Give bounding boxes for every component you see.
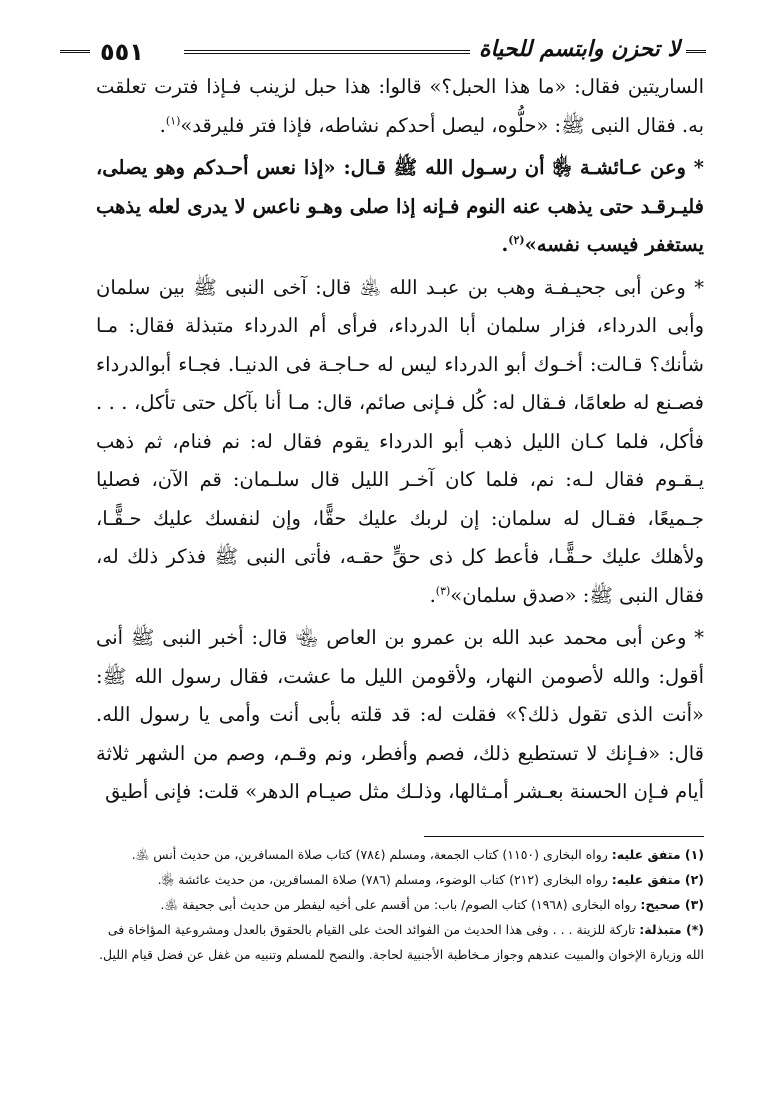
paragraph-1: الساريتين فقال: «ما هذا الحبل؟» قالوا: هذا حبل لزينب فـإذا فترت تعلقت به. فقال النبى ﷺ: «حلُّوه، ليصل أحدكم نشاطه، فإذا فتر فليرقد»$^{(١)}$. — [96, 75, 704, 137]
paragraph-4 — [96, 619, 704, 812]
footnote-1-label: (١) متفق عليه: — [611, 847, 704, 862]
paragraph-3: * وعن أبى جحيـفـة وهب بن عبـد الله ﵁ قال: آخى النبى ﷺ بين سلمان وأبى الدرداء، فزار سلمان أبا الدرداء، فرأى أم الدرداء متبذلة فقال: مـا شأنك؟ قـالت: أخـوك أبو الدرداء ليس له حـاجـة فى الدنيـا. فجـاء أبوالدرداء فصـنع له طعامًا، فـقال له: كُل فـإنى صائم، قال: مـا أنا بآكل حتى تأكل، . . . فأكل، فلما كـان الليل ذهب أبو الدرداء يقوم فقال له: نم فنام، ثم ذهب يـقـوم فقال لـه: نم، فلما كان آخـر الليل قال سلـمان: قم الآن، فصليا جـميعًا، فقـال له سلمان: إن لربك عليك حقًّا، وإن لنفسك عليك حـقًّـا، ولأهلك عليك حـقًّـا، فأعط كل ذى حقٍّ حقـه، فأتى النبى ﷺ فذكر ذلك له، فقال النبى ﷺ: «صدق سلمان»$^{(٣)}$. — [96, 275, 704, 607]
footnote-3-label: (٣) صحيح: — [640, 897, 704, 912]
footnotes — [96, 842, 704, 967]
footnote-4-text: تاركة للزينة . . . وفى هذا الحديث من الفوائد الحث على القيام بالحقوق بالعدل ومشروعية المؤاخاة فى الله وزيارة الإخوان والمبيت عندهم وجواز مـخاطبة الأجنبية لحاجة. والنصح للمسلم وتنبيه من غفل عن فضل قيام الليل. — [99, 922, 704, 962]
header-divider-right — [686, 50, 706, 53]
footnote-ref-1[interactable]: (١) — [165, 114, 181, 127]
header-divider-left — [60, 50, 90, 53]
footnote-1-text: رواه البخارى (١١٥٠) كتاب الجمعة، ومسلم (٧٨٤) كتاب صلاة المسافرين، من حديث أنس ﵁. — [131, 847, 608, 862]
footnote-4-label: (*) متبذلة: — [639, 922, 704, 937]
paragraph-4-text: * وعن أبى محمد عبد الله بن عمرو بن العاص ﵄ قال: أخبر النبى ﷺ أنى أقول: والله لأصومن النهار، ولأقومن الليل ما عشت، فقال رسول الله ﷺ: «أنت الذى تقول ذلك؟» فقلت له: قد قلته بأبى أنت وأمى يا رسول الله. قال: «فـإنك لا تستطيع ذلك، فصم وأفطر، ونم وقـم، وصم من الشهر ثلاثة أيام فـإن الحسنة بعـشر أمـثالها، وذلـك مثل صيـام الدهر» قلت: فإنى أطيق — [96, 626, 704, 803]
paragraph-1-text: الساريتين فقال: «ما هذا الحبل؟» قالوا: هذا حبل لزينب فـإذا فترت تعلقت به. فقال النبى ﷺ: «حلُّوه، ليصل أحدكم نشاطه، فإذا فتر فليرقد» — [96, 75, 704, 137]
page-number: ٥٥١ — [100, 38, 144, 66]
footnote-ref-3[interactable]: (٣) — [435, 584, 451, 597]
paragraph-3-text: * وعن أبى جحيـفـة وهب بن عبـد الله ﵁ قال: آخى النبى ﷺ بين سلمان وأبى الدرداء، فزار سلمان أبا الدرداء، فرأى أم الدرداء متبذلة فقال: مـا شأنك؟ قـالت: أخـوك أبو الدرداء ليس له حـاجـة فى الدنيـا. فجـاء أبوالدرداء فصـنع له طعامًا، فـقال له: كُل فـإنى صائم، قال: مـا أنا بآكل حتى تأكل، . . . فأكل، فلما كـان الليل ذهب أبو الدرداء يقوم فقال له: نم فنام، ثم ذهب يـقـوم فقال لـه: نم، فلما كان آخـر الليل قال سلـمان: قم الآن، فصليا جـميعًا، فقـال له سلمان: إن لربك عليك حقًّا، وإن لنفسك عليك حـقًّـا، ولأهلك عليك حـقًّـا، فأعط كل ذى حقٍّ حقـه، فأتى النبى ﷺ فذكر ذلك له، فقال النبى ﷺ: «صدق سلمان» — [96, 275, 704, 607]
paragraph-2-text: * وعن عـائشـة ﵂ أن رسـول الله ﷺ قـال: «إذا نعس أحـدكم وهو يصلى، فليـرقـد حتى يذهب عنه النوم فـإنه إذا صلى وهـو ناعس لا يدرى لعله يذهب يستغفر فيسب نفسه» — [96, 156, 704, 256]
footnote-ref-2[interactable]: (٢) — [508, 233, 525, 247]
footnote-2-text: رواه البخارى (٢١٢) كتاب الوضوء، ومسلم (٧٨٦) صلاة المسافرين، من حديث عائشة ﵂. — [157, 872, 608, 887]
running-title: لا تحزن وابتسم للحياة — [479, 36, 680, 62]
page-header — [100, 38, 702, 66]
footnote-2 — [96, 867, 704, 892]
paragraph-2: * وعن عـائشـة ﵂ أن رسـول الله ﷺ قـال: «إذا نعس أحـدكم وهو يصلى، فليـرقـد حتى يذهب عنه النوم فـإنه إذا صلى وهـو ناعس لا يدرى لعله يذهب يستغفر فيسب نفسه»$^{(٢)}$. — [96, 156, 704, 256]
footnote-2-label: (٢) متفق عليه: — [611, 872, 704, 887]
footnote-separator — [424, 836, 704, 837]
footnote-3-text: رواه البخارى (١٩٦٨) كتاب الصوم/ باب: من أقسم على أخيه ليفطر من حديث أبى جحيفة ﵁. — [160, 897, 637, 912]
footnote-1 — [96, 842, 704, 867]
footnote-4 — [96, 917, 704, 967]
footnote-3 — [96, 892, 704, 917]
header-divider — [184, 50, 470, 54]
main-text — [96, 68, 704, 816]
